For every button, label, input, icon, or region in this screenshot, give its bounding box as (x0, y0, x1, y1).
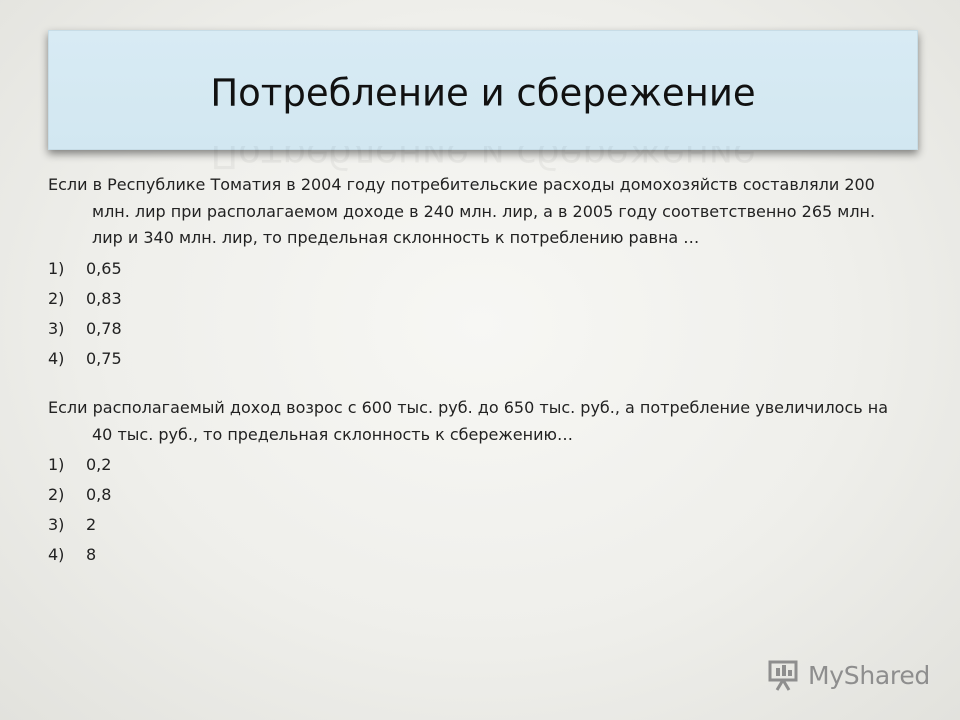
option-number: 3) (48, 318, 65, 338)
presentation-board-icon (768, 659, 802, 691)
option (48, 316, 908, 343)
option-number: 3) (48, 515, 65, 534)
option-value: 0,78 (86, 318, 122, 338)
slide-title: Потребление и сбережение (210, 71, 756, 115)
question-2-options (48, 452, 908, 569)
option-value: 0,8 (86, 485, 112, 504)
option-value: 8 (86, 545, 97, 564)
option-number: 4) (48, 348, 65, 368)
title-box (48, 30, 918, 150)
option-number: 4) (48, 545, 65, 564)
slide-content (48, 172, 908, 569)
question-1-options (48, 256, 908, 373)
option-value: 0,2 (86, 455, 112, 474)
option (48, 512, 908, 539)
option (48, 346, 908, 373)
option (48, 286, 908, 313)
option-number: 2) (48, 485, 65, 504)
option-value: 0,65 (86, 258, 122, 278)
option-value: 2 (86, 515, 97, 534)
question-1-text: Если в Республике Томатия в 2004 году потребительские расходы домохозяйств составляли 200 млн. лир при располагаемом доходе в 240 млн. лир, а в 2005 году соответственно 265 млн. лир и 340 млн. лир, то предельная склонность к потреблению равна … (48, 175, 876, 247)
option-number: 1) (48, 455, 65, 474)
myshared-watermark (768, 656, 930, 694)
option (48, 452, 908, 479)
option-number: 2) (48, 288, 65, 308)
option-value: 0,75 (86, 348, 122, 368)
option (48, 482, 908, 509)
option (48, 542, 908, 569)
watermark-text: MyShared (808, 660, 930, 690)
option (48, 256, 908, 283)
option-value: 0,83 (86, 288, 122, 308)
option-number: 1) (48, 258, 65, 278)
question-2-text: Если располагаемый доход возрос с 600 тыс. руб. до 650 тыс. руб., а потребление увеличилось на 40 тыс. руб., то предельная склонность к сбережению… (48, 398, 889, 444)
